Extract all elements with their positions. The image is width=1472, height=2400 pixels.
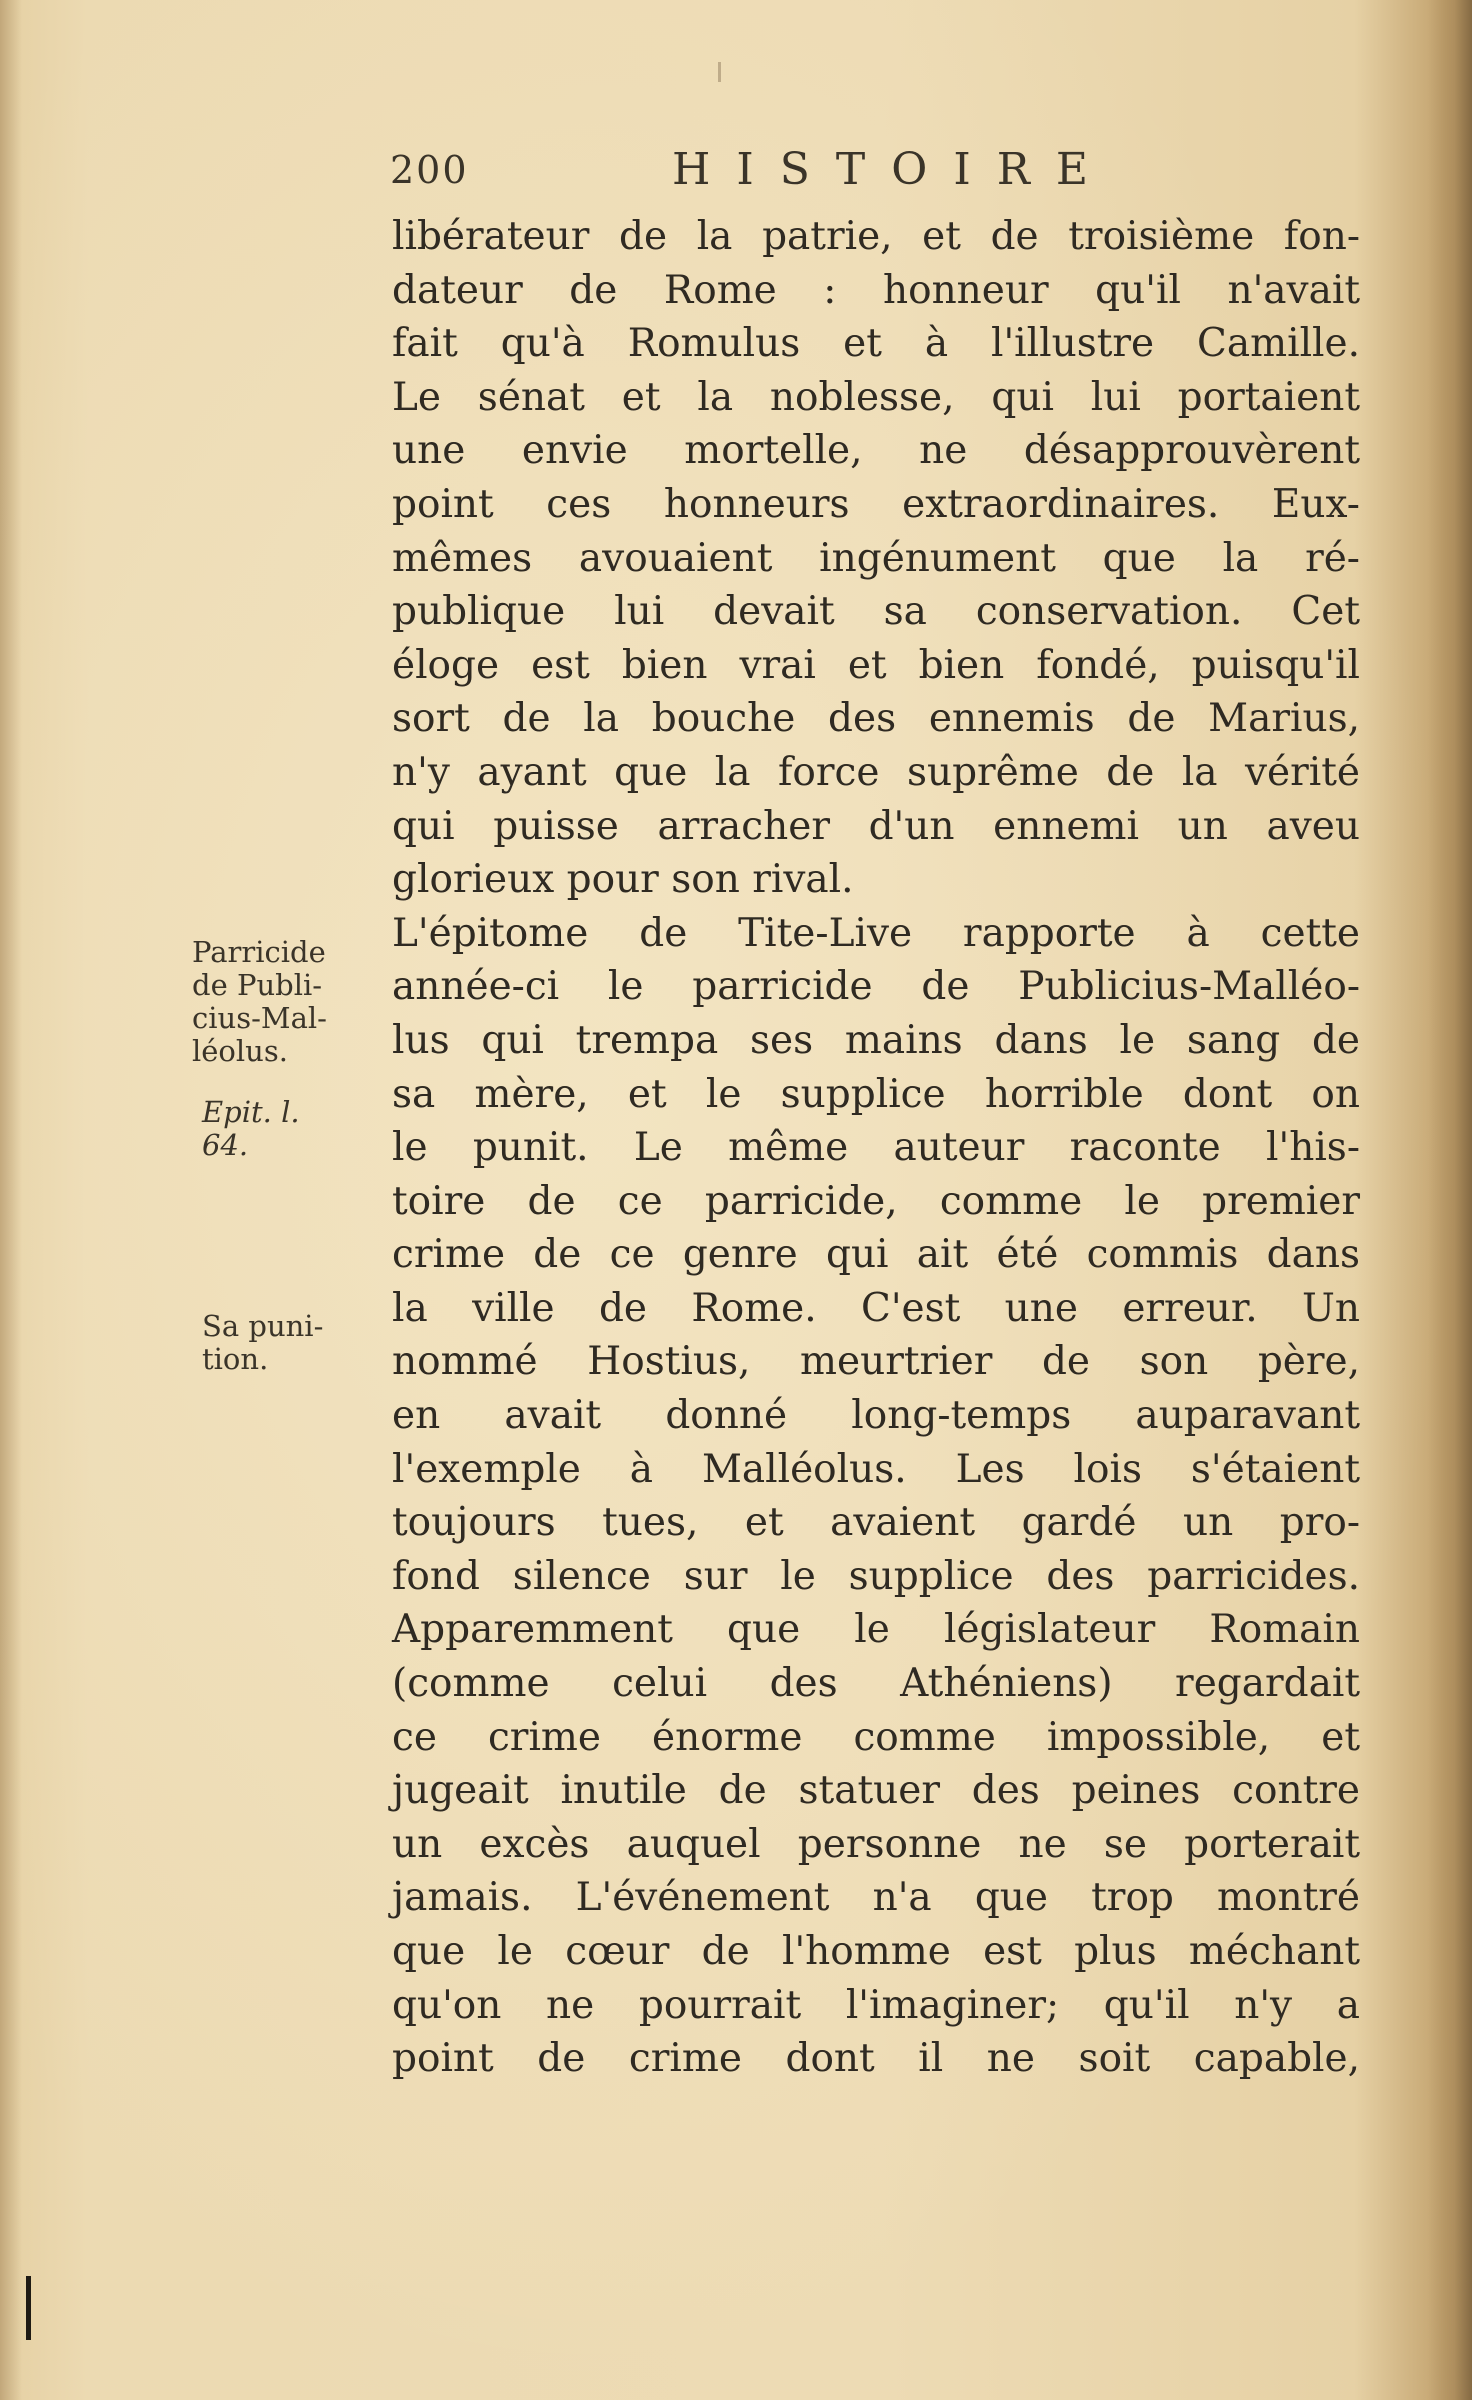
text-line: publique lui devait sa conservation. Cet: [392, 589, 1360, 635]
running-title: HISTOIRE: [672, 144, 1114, 195]
text-line: qui puisse arracher d'un ennemi un aveu: [392, 803, 1360, 849]
text-line: la ville de Rome. C'est une erreur. Un: [392, 1285, 1360, 1331]
text-line: sa mère, et le supplice horrible dont on: [392, 1071, 1360, 1117]
text-line: fond silence sur le supplice des parricides.: [392, 1553, 1360, 1599]
margin-note-parricide: [192, 936, 327, 1068]
text-line: fait qu'à Romulus et à l'illustre Camille.: [392, 321, 1360, 367]
text-line: crime de ce genre qui ait été commis dans: [392, 1232, 1360, 1278]
body-text: [392, 210, 1360, 2086]
page-number: 200: [390, 148, 469, 192]
text-line: point ces honneurs extraordinaires. Eux-: [392, 481, 1360, 527]
text-line: Apparemment que le législateur Romain: [392, 1607, 1360, 1653]
margin-note-line: tion.: [202, 1342, 269, 1376]
margin-note-line: de Publi-: [192, 968, 323, 1002]
binding-mark: [26, 2276, 31, 2340]
text-line: mêmes avouaient ingénument que la ré-: [392, 535, 1360, 581]
page-header: [390, 144, 1114, 204]
text-line: L'épitome de Tite-Live rapporte à cette: [392, 910, 1360, 956]
text-line: une envie mortelle, ne désapprouvèrent: [392, 428, 1360, 474]
text-line: sort de la bouche des ennemis de Marius,: [392, 696, 1360, 742]
margin-note-line: 64.: [202, 1128, 249, 1162]
text-line: ce crime énorme comme impossible, et: [392, 1714, 1360, 1760]
text-line: (comme celui des Athéniens) regardait: [392, 1661, 1360, 1707]
text-line: éloge est bien vrai et bien fondé, puisqu'il: [392, 642, 1360, 688]
text-line: un excès auquel personne ne se porterait: [392, 1821, 1360, 1867]
text-line: libérateur de la patrie, et de troisième fon-: [392, 214, 1360, 259]
text-line: qu'on ne pourrait l'imaginer; qu'il n'y a: [392, 1982, 1360, 2028]
text-line: toujours tues, et avaient gardé un pro-: [392, 1500, 1360, 1546]
margin-note-line: Sa puni-: [202, 1309, 324, 1343]
margin-note-line: Epit. l.: [202, 1095, 300, 1129]
margin-note-epitome-reference: [202, 1096, 300, 1162]
text-line: point de crime dont il ne soit capable,: [392, 2036, 1360, 2082]
margin-note-line: Parricide: [192, 935, 326, 969]
text-line: que le cœur de l'homme est plus méchant: [392, 1929, 1360, 1974]
text-line: année-ci le parricide de Publicius-Malléo-: [392, 964, 1360, 1010]
text-line: toire de ce parricide, comme le premier: [392, 1178, 1360, 1224]
text-line: le punit. Le même auteur raconte l'his-: [392, 1125, 1360, 1171]
text-line: glorieux pour son rival.: [392, 857, 854, 903]
page-spine-shadow: [1428, 0, 1472, 2400]
text-line: en avait donné long-temps auparavant: [392, 1393, 1360, 1439]
margin-note-line: cius-Mal-: [192, 1001, 327, 1035]
text-line: nommé Hostius, meurtrier de son père,: [392, 1339, 1360, 1385]
text-line: lus qui trempa ses mains dans le sang de: [392, 1017, 1360, 1063]
text-line: jugeait inutile de statuer des peines contre: [392, 1768, 1360, 1814]
text-line: l'exemple à Malléolus. Les lois s'étaient: [392, 1446, 1360, 1492]
text-line: dateur de Rome : honneur qu'il n'avait: [392, 267, 1360, 313]
text-line: jamais. L'événement n'a que trop montré: [392, 1875, 1360, 1921]
margin-note-line: léolus.: [192, 1034, 288, 1068]
page-left-edge: [0, 0, 22, 2400]
text-line: Le sénat et la noblesse, qui lui portaient: [392, 374, 1360, 420]
ink-mark: [718, 62, 721, 82]
text-line: n'y ayant que la force suprême de la vérité: [392, 749, 1360, 795]
margin-note-punishment: [202, 1310, 323, 1376]
